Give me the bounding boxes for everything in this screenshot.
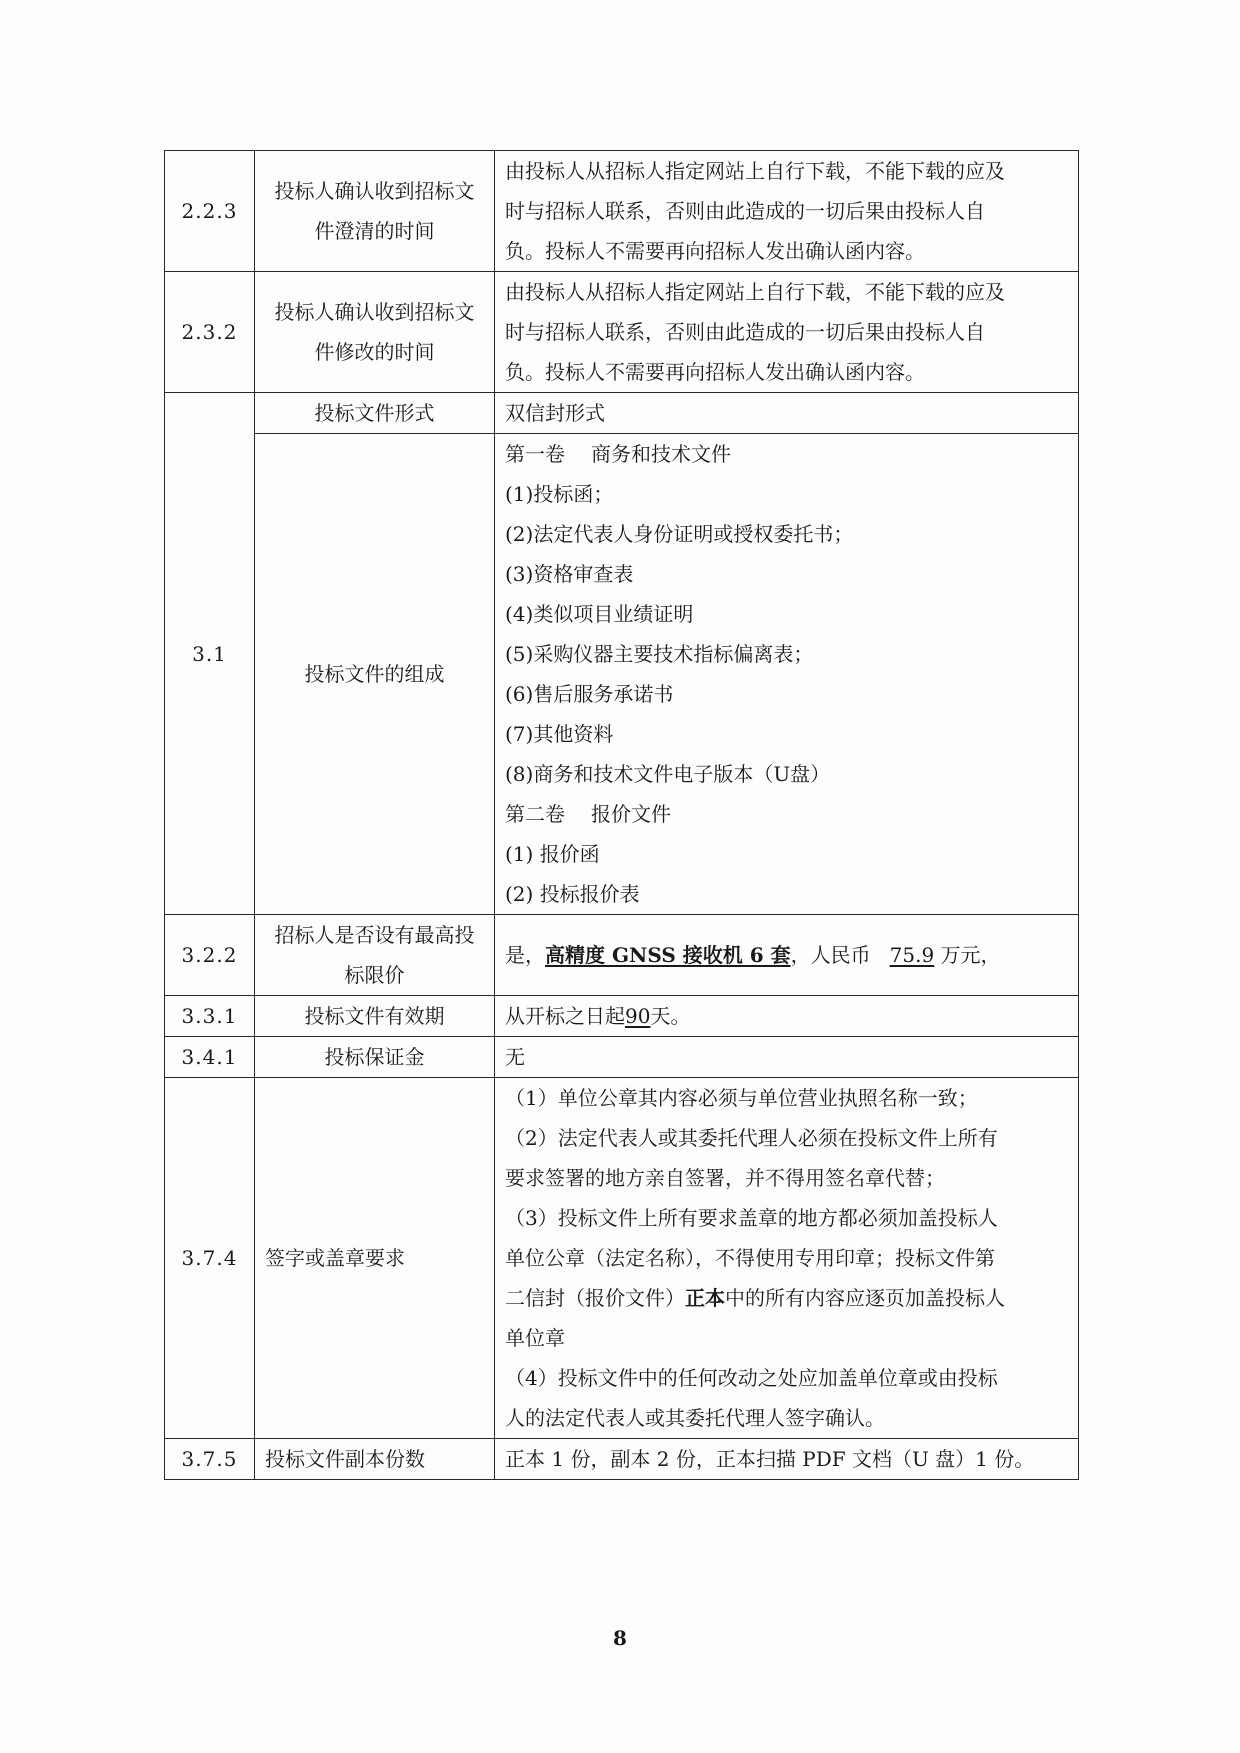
value-line: 时与招标人联系，否则由此造成的一切后果由投标人自: [505, 320, 985, 344]
max-price-amount: 75.9: [889, 943, 935, 967]
clause-value: 从开标之日起90天。: [495, 996, 1079, 1037]
clause-value: 正本 1 份，副本 2 份，正本扫描 PDF 文档（U 盘）1 份。: [495, 1439, 1079, 1480]
value-line: 单位章: [505, 1326, 565, 1350]
list-item: (3)资格审查表: [505, 562, 634, 586]
list-item: (6)售后服务承诺书: [505, 682, 674, 706]
clause-name-line: 件修改的时间: [314, 340, 435, 364]
clause-name: [255, 915, 495, 996]
list-item: (4)类似项目业绩证明: [505, 602, 694, 626]
value-line: 二信封（报价文件）正本中的所有内容应逐页加盖投标人: [505, 1286, 1005, 1310]
value-line: 负。投标人不需要再向招标人发出确认函内容。: [505, 360, 925, 384]
value-line: 负。投标人不需要再向招标人发出确认函内容。: [505, 239, 925, 263]
list-item: (2) 投标报价表: [505, 882, 640, 906]
clause-number: 2.3.2: [165, 272, 255, 393]
clause-number: 3.2.2: [165, 915, 255, 996]
clause-value: 双信封形式: [495, 393, 1079, 434]
clause-name-line: 投标人确认收到招标文: [274, 179, 475, 203]
clause-number: 3.1: [165, 393, 255, 915]
value-line: （1）单位公章其内容必须与单位营业执照名称一致；: [505, 1086, 978, 1110]
list-item: (8)商务和技术文件电子版本（U盘）: [505, 762, 831, 786]
table-row: [165, 915, 1079, 996]
clause-value: 是，高精度 GNSS 接收机 6 套，人民币 75.9 万元，: [495, 915, 1079, 996]
table-row: [165, 1037, 1079, 1078]
clause-number: 2.2.3: [165, 151, 255, 272]
value-line: 人的法定代表人或其委托代理人签字确认。: [505, 1406, 885, 1430]
page-number: 8: [613, 1626, 627, 1650]
table-row: [165, 1439, 1079, 1480]
clause-name-line: 标限价: [344, 963, 405, 987]
table-row: [165, 393, 1079, 434]
equipment-name: 高精度 GNSS 接收机 6 套: [545, 943, 791, 967]
value-line: （3）投标文件上所有要求盖章的地方都必须加盖投标人: [505, 1206, 998, 1230]
table-row: [165, 1078, 1079, 1439]
value-line: 单位公章（法定名称），不得使用专用印章；投标文件第: [505, 1246, 995, 1270]
clause-value: 无: [495, 1037, 1079, 1078]
clause-number: 3.4.1: [165, 1037, 255, 1078]
list-item: (1) 报价函: [505, 842, 600, 866]
volume-title: 第一卷 商务和技术文件: [505, 442, 731, 466]
validity-days: 90: [625, 1004, 651, 1028]
table-row: [165, 151, 1079, 272]
clause-value: [495, 1078, 1079, 1439]
clause-name: 投标文件的组成: [255, 434, 495, 915]
clause-number: 3.7.5: [165, 1439, 255, 1480]
clause-value: [495, 434, 1079, 915]
clause-value: [495, 272, 1079, 393]
clause-name: 投标文件有效期: [255, 996, 495, 1037]
clause-name: [255, 272, 495, 393]
list-item: (5)采购仪器主要技术指标偏离表；: [505, 642, 814, 666]
list-item: (1)投标函；: [505, 482, 614, 506]
bid-data-table-wrapper: [164, 150, 1078, 1480]
value-line: （2）法定代表人或其委托代理人必须在投标文件上所有: [505, 1126, 998, 1150]
clause-name: 投标文件副本份数: [255, 1439, 495, 1480]
clause-name-line: 件澄清的时间: [314, 219, 435, 243]
clause-number: 3.7.4: [165, 1078, 255, 1439]
clause-name: 投标保证金: [255, 1037, 495, 1078]
value-line: 时与招标人联系，否则由此造成的一切后果由投标人自: [505, 199, 985, 223]
list-item: (2)法定代表人身份证明或授权委托书；: [505, 522, 854, 546]
clause-number: 3.3.1: [165, 996, 255, 1037]
clause-name: 签字或盖章要求: [255, 1078, 495, 1439]
volume-title: 第二卷 报价文件: [505, 802, 671, 826]
value-line: （4）投标文件中的任何改动之处应加盖单位章或由投标: [505, 1366, 998, 1390]
value-line: 由投标人从招标人指定网站上自行下载，不能下载的应及: [505, 280, 1005, 304]
table-row: [165, 996, 1079, 1037]
clause-name-line: 招标人是否设有最高投: [274, 923, 475, 947]
clause-value: [495, 151, 1079, 272]
table-row: [165, 434, 1079, 915]
clause-name: 投标文件形式: [255, 393, 495, 434]
value-line: 要求签署的地方亲自签署，并不得用签名章代替；: [505, 1166, 945, 1190]
clause-name-line: 投标人确认收到招标文: [274, 300, 475, 324]
bid-data-table: [164, 150, 1079, 1480]
list-item: (7)其他资料: [505, 722, 614, 746]
clause-name: [255, 151, 495, 272]
table-row: [165, 272, 1079, 393]
value-line: 由投标人从招标人指定网站上自行下载，不能下载的应及: [505, 159, 1005, 183]
